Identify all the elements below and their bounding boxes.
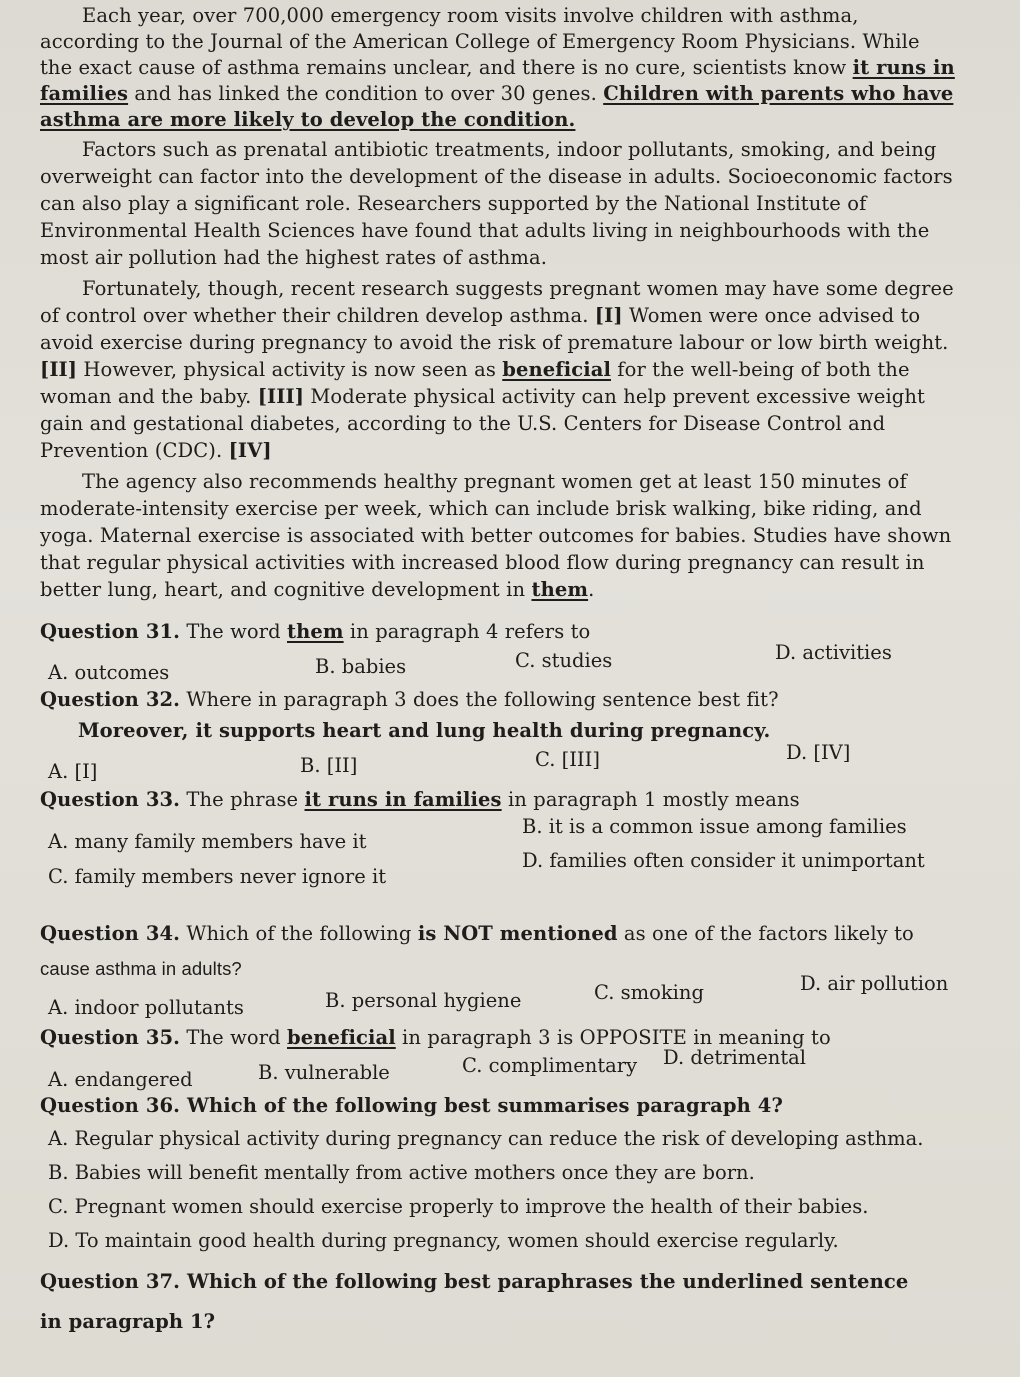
q36-option-d[interactable]: D. To maintain good health during pregnancy, women should exercise regularly. — [48, 1229, 839, 1252]
p2-line-1: Factors such as prenatal antibiotic treatments, indoor pollutants, smoking, and being — [82, 138, 937, 161]
p1-line-1: Each year, over 700,000 emergency room visits involve children with asthma, — [82, 4, 859, 27]
question-34-stem: Question 34. Which of the following is NOT mentioned as one of the factors likely to — [40, 922, 914, 945]
q32-option-d[interactable]: D. [IV] — [786, 741, 851, 764]
p2-line-2: overweight can factor into the development of the disease in adults. Socioeconomic factors — [40, 165, 953, 188]
p2-line-3: can also play a significant role. Researchers supported by the National Institute of — [40, 192, 867, 215]
q34-option-d[interactable]: D. air pollution — [800, 972, 949, 995]
question-37-stem: Question 37. Which of the following best paraphrases the underlined sentence — [40, 1270, 909, 1293]
p1-line-4: families and has linked the condition to over 30 genes. Children with parents who have — [40, 82, 954, 105]
q32-option-c[interactable]: C. [III] — [535, 748, 600, 771]
p3-line-4: [II] However, physical activity is now seen as beneficial for the well-being of both the — [40, 358, 910, 381]
q34-option-b[interactable]: B. personal hygiene — [325, 989, 522, 1012]
q35-option-c[interactable]: C. complimentary — [462, 1054, 638, 1077]
p2-line-5: most air pollution had the highest rates of asthma. — [40, 246, 548, 269]
p3-line-2: of control over whether their children develop asthma. [I] Women were once advised to — [40, 304, 921, 327]
p3-line-1: Fortunately, though, recent research suggests pregnant women may have some degree — [82, 277, 954, 300]
q36-option-a[interactable]: A. Regular physical activity during pregnancy can reduce the risk of developing asthma. — [48, 1127, 924, 1150]
q36-option-b[interactable]: B. Babies will benefit mentally from active mothers once they are born. — [48, 1161, 755, 1184]
q33-option-c[interactable]: C. family members never ignore it — [48, 865, 387, 888]
p3-line-7: Prevention (CDC). [IV] — [40, 439, 272, 462]
p3-line-6: gain and gestational diabetes, according to the U.S. Centers for Disease Control and — [40, 412, 886, 435]
q33-option-a[interactable]: A. many family members have it — [48, 830, 367, 853]
q35-option-d[interactable]: D. detrimental — [663, 1046, 807, 1069]
position-marker-2: [II] — [40, 358, 78, 381]
q33-option-b[interactable]: B. it is a common issue among families — [522, 815, 907, 838]
q31-option-c[interactable]: C. studies — [515, 649, 613, 672]
p4-line-3: yoga. Maternal exercise is associated with better outcomes for babies. Studies have shown — [40, 524, 952, 547]
q32-sentence: Moreover, it supports heart and lung health during pregnancy. — [78, 719, 771, 742]
p4-line-1: The agency also recommends healthy pregnant women get at least 150 minutes of — [82, 470, 907, 493]
p2-line-4: Environmental Health Sciences have found that adults living in neighbourhoods with the — [40, 219, 930, 242]
q33-option-d[interactable]: D. families often consider it unimportant — [522, 849, 925, 872]
q34-option-a[interactable]: A. indoor pollutants — [48, 996, 244, 1019]
p1-line-3: the exact cause of asthma remains unclear, and there is no cure, scientists know it runs in — [40, 56, 955, 79]
p1-line-5: asthma are more likely to develop the condition. — [40, 108, 576, 131]
p4-line-4: that regular physical activities with increased blood flow during pregnancy can result in — [40, 551, 925, 574]
question-36-stem: Question 36. Which of the following best summarises paragraph 4? — [40, 1094, 783, 1117]
question-34-stem-cont: cause asthma in adults? — [40, 958, 242, 979]
q32-option-a[interactable]: A. [I] — [48, 760, 98, 783]
question-31-stem: Question 31. The word them in paragraph 4 refers to — [40, 620, 591, 643]
question-35-stem: Question 35. The word beneficial in paragraph 3 is OPPOSITE in meaning to — [40, 1026, 831, 1049]
q31-option-b[interactable]: B. babies — [315, 655, 407, 678]
q31-option-d[interactable]: D. activities — [775, 641, 892, 664]
q36-option-c[interactable]: C. Pregnant women should exercise properly to improve the health of their babies. — [48, 1195, 869, 1218]
q31-option-a[interactable]: A. outcomes — [48, 661, 170, 684]
position-marker-4: [IV] — [228, 439, 272, 462]
p3-line-3: avoid exercise during pregnancy to avoid the risk of premature labour or low birth weight. — [40, 331, 949, 354]
q35-option-b[interactable]: B. vulnerable — [258, 1061, 390, 1084]
p4-line-2: moderate-intensity exercise per week, which can include brisk walking, bike riding, and — [40, 497, 922, 520]
p3-line-5: woman and the baby. [III] Moderate physical activity can help prevent excessive weight — [40, 385, 925, 408]
question-37-stem-cont: in paragraph 1? — [40, 1310, 216, 1333]
question-32-stem: Question 32. Where in paragraph 3 does the following sentence best fit? — [40, 688, 779, 711]
p1-line-2: according to the Journal of the American College of Emergency Room Physicians. While — [40, 30, 920, 53]
p4-line-5: better lung, heart, and cognitive development in them. — [40, 578, 595, 601]
q34-option-c[interactable]: C. smoking — [594, 981, 704, 1004]
question-33-stem: Question 33. The phrase it runs in families in paragraph 1 mostly means — [40, 788, 800, 811]
q35-option-a[interactable]: A. endangered — [48, 1068, 193, 1091]
q32-option-b[interactable]: B. [II] — [300, 754, 358, 777]
position-marker-1: [I] — [594, 304, 623, 327]
position-marker-3: [III] — [257, 385, 305, 408]
